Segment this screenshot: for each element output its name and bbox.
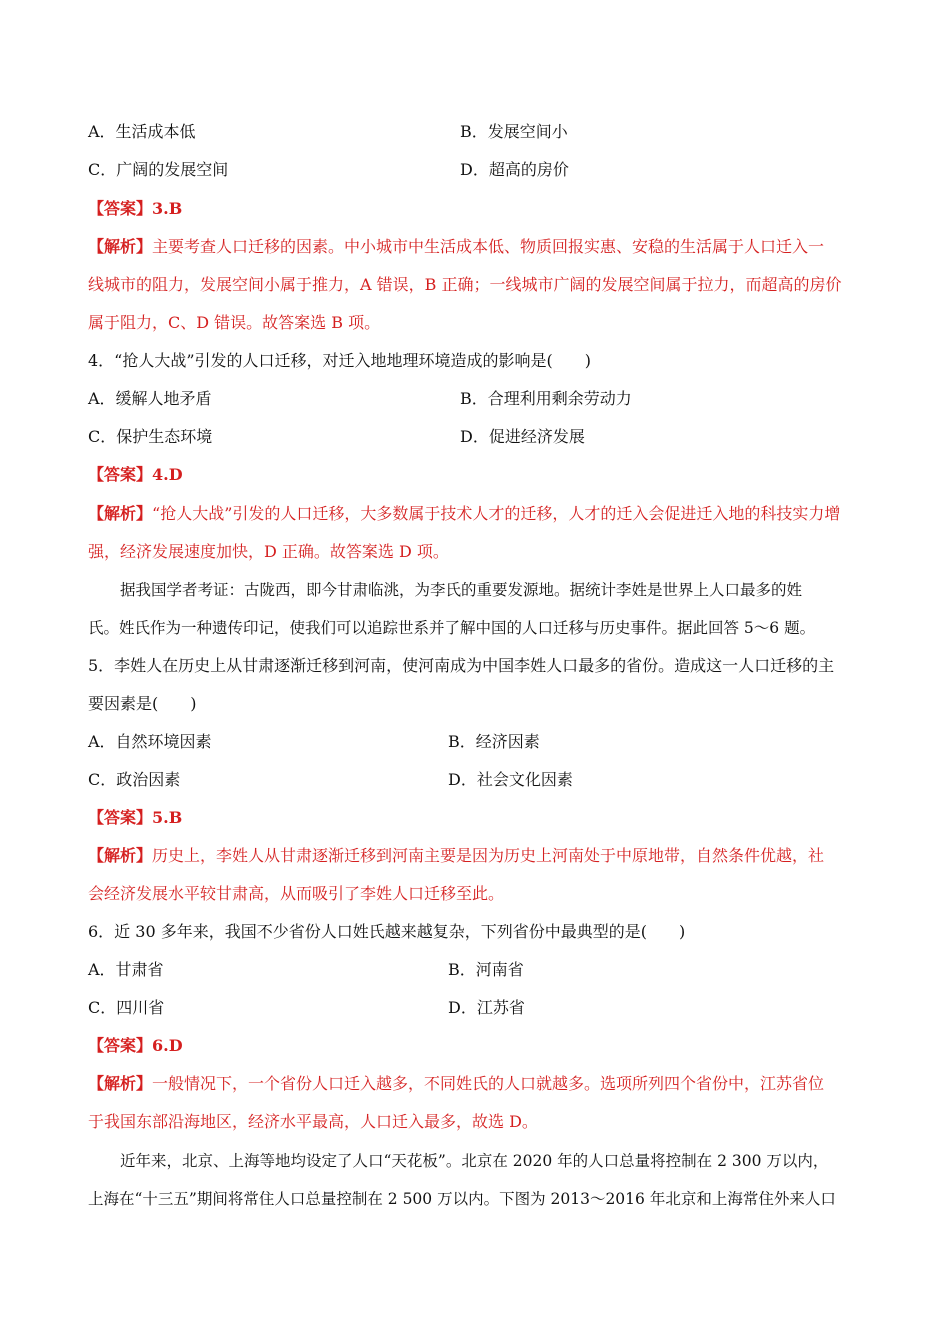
q4-option-b: B．合理利用剩余劳动力 bbox=[460, 389, 632, 408]
q3-option-a: A．生活成本低 bbox=[88, 122, 196, 141]
q6-analysis-line-2: 于我国东部沿海地区，经济水平最高，人口迁入最多，故选 D。 bbox=[88, 1112, 538, 1131]
passage-2-line-1: 近年来，北京、上海等地均设定了人口“天花板”。北京在 2020 年的人口总量将控制在 2 300 万以内， bbox=[120, 1152, 829, 1170]
q5-option-b: B．经济因素 bbox=[448, 732, 540, 751]
analysis-tag: 【解析】 bbox=[88, 846, 153, 865]
q5-answer: 【答案】5.B bbox=[88, 808, 183, 827]
q6-stem: 6．近 30 多年来，我国不少省份人口姓氏越来越复杂，下列省份中最典型的是( ) bbox=[88, 922, 686, 941]
q6-option-c: C．四川省 bbox=[88, 998, 165, 1017]
analysis-tag: 【解析】 bbox=[88, 504, 153, 523]
q4-option-c: C．保护生态环境 bbox=[88, 427, 213, 446]
q5-stem-line-2: 要因素是( ) bbox=[88, 694, 197, 713]
analysis-text: 历史上，李姓人从甘肃逐渐迁移到河南主要是因为历史上河南处于中原地带，自然条件优越，社 bbox=[152, 846, 825, 865]
q6-analysis-line-1 bbox=[88, 1073, 824, 1095]
analysis-tag: 【解析】 bbox=[88, 1074, 153, 1093]
q6-option-d: D．江苏省 bbox=[448, 998, 525, 1017]
passage-2-line-2: 上海在“十三五”期间将常住人口总量控制在 2 500 万以内。下图为 2013～2016 年北京和上海常住外来人口 bbox=[88, 1190, 836, 1208]
q5-analysis-line-2: 会经济发展水平较甘肃高，从而吸引了李姓人口迁移至此。 bbox=[88, 884, 505, 903]
q4-analysis-line-2: 强，经济发展速度加快，D 正确。故答案选 D 项。 bbox=[88, 542, 449, 561]
q6-answer: 【答案】6.D bbox=[88, 1036, 183, 1055]
q5-option-a: A．自然环境因素 bbox=[88, 732, 212, 751]
q3-option-c: C．广阔的发展空间 bbox=[88, 160, 229, 179]
q4-stem: 4．“抢人大战”引发的人口迁移，对迁入地地理环境造成的影响是( ) bbox=[88, 351, 592, 370]
analysis-text: 主要考查人口迁移的因素。中小城市中生活成本低、物质回报实惠、安稳的生活属于人口迁入一 bbox=[152, 237, 825, 256]
q5-analysis-line-1 bbox=[88, 845, 824, 867]
q3-analysis-line-1 bbox=[88, 236, 824, 258]
q6-option-b: B．河南省 bbox=[448, 960, 524, 979]
analysis-text: “抢人大战”引发的人口迁移，大多数属于技术人才的迁移，人才的迁入会促进迁入地的科技实力增 bbox=[152, 504, 841, 523]
q3-option-d: D．超高的房价 bbox=[460, 160, 569, 179]
q4-analysis-line-1 bbox=[88, 503, 840, 525]
q4-option-d: D．促进经济发展 bbox=[460, 427, 585, 446]
q3-analysis-line-3: 属于阻力，C、D 错误。故答案选 B 项。 bbox=[88, 313, 381, 332]
q3-answer: 【答案】3.B bbox=[88, 199, 183, 218]
q4-option-a: A．缓解人地矛盾 bbox=[88, 389, 212, 408]
passage-1-line-2: 氏。姓氏作为一种遗传印记，使我们可以追踪世系并了解中国的人口迁移与历史事件。据此回答 5～6 题。 bbox=[88, 619, 816, 637]
passage-1-line-1: 据我国学者考证：古陇西，即今甘肃临洮，为李氏的重要发源地。据统计李姓是世界上人口最多的姓 bbox=[120, 581, 803, 599]
analysis-tag: 【解析】 bbox=[88, 237, 153, 256]
analysis-text: 一般情况下，一个省份人口迁入越多，不同姓氏的人口就越多。选项所列四个省份中，江苏省位 bbox=[152, 1074, 825, 1093]
q4-answer: 【答案】4.D bbox=[88, 465, 183, 484]
q6-option-a: A．甘肃省 bbox=[88, 960, 164, 979]
q3-analysis-line-2: 线城市的阻力，发展空间小属于推力，A 错误，B 正确；一线城市广阔的发展空间属于拉力，而超高的房价 bbox=[88, 275, 842, 294]
q5-option-c: C．政治因素 bbox=[88, 770, 181, 789]
q3-option-b: B．发展空间小 bbox=[460, 122, 568, 141]
q5-option-d: D．社会文化因素 bbox=[448, 770, 573, 789]
q5-stem-line-1: 5．李姓人在历史上从甘肃逐渐迁移到河南，使河南成为中国李姓人口最多的省份。造成这一人口迁移的主 bbox=[88, 656, 835, 675]
